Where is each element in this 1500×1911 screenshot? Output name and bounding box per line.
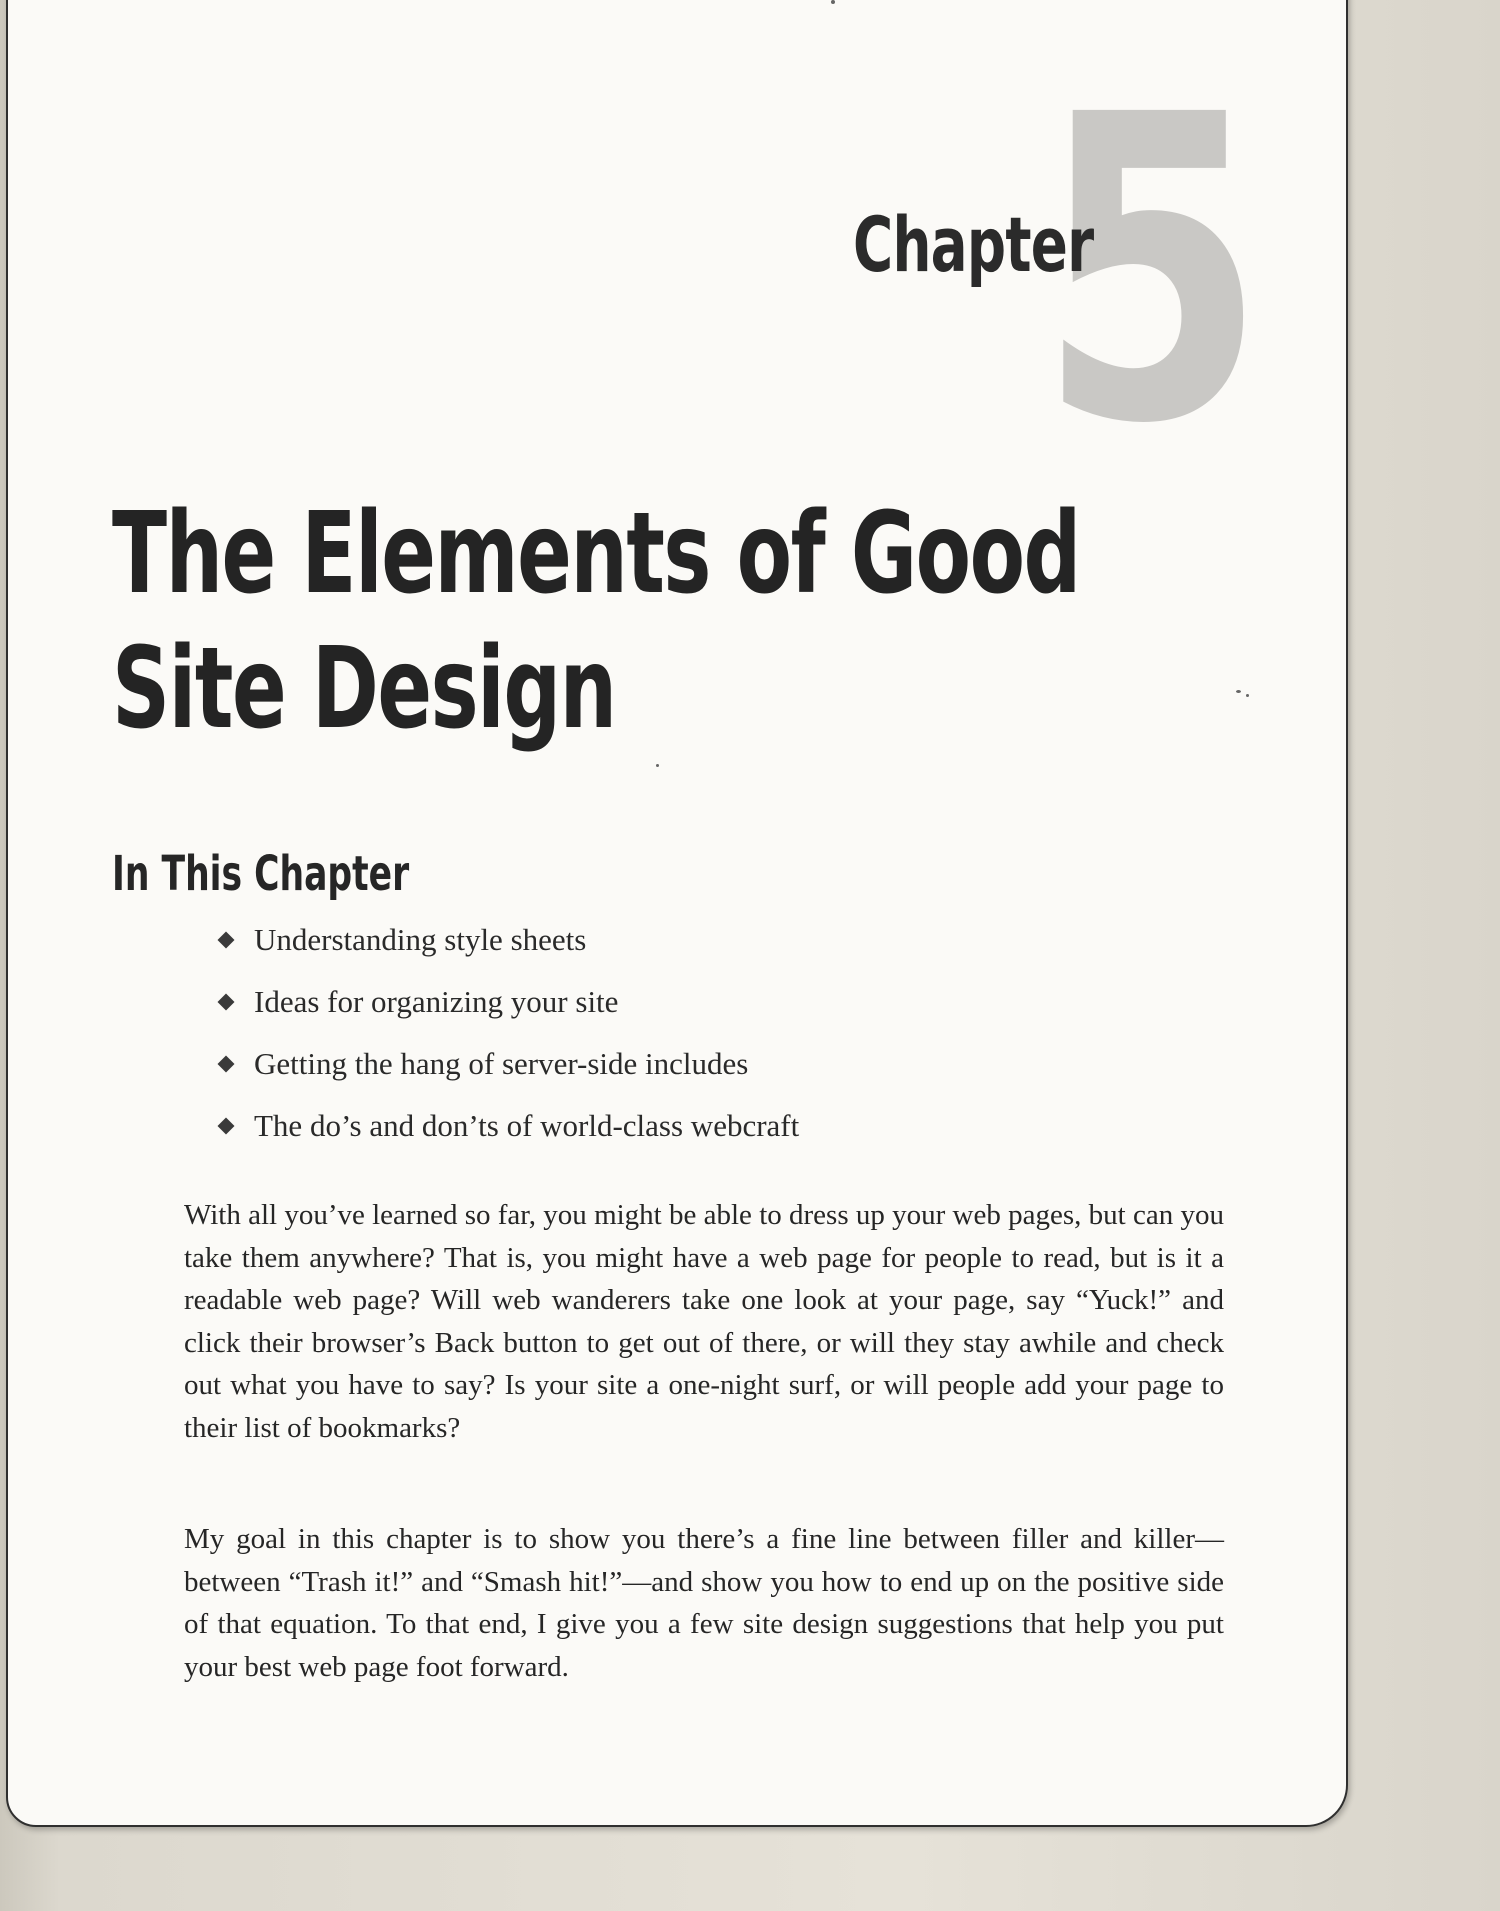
list-item-text: Understanding style sheets: [254, 922, 587, 957]
scan-speck: [656, 764, 659, 767]
scan-speck: [1236, 690, 1241, 693]
body-paragraph-2: My goal in this chapter is to show you there’s a fine line between filler and killer—between “Trash it!” and “Smash hit!”—and show you how to end up on the positive side of that equation. To that end, I give you a few site design suggestions that help you put your best web page foot forward.: [184, 1523, 1224, 1683]
chapter-number: 5: [1038, 27, 1259, 516]
chapter-topics-list: [220, 920, 799, 1168]
list-item: [220, 1106, 799, 1168]
scan-speck: [831, 0, 835, 4]
chapter-title-line-2: Site Design: [112, 624, 616, 754]
diamond-bullet-icon: [218, 993, 235, 1010]
chapter-title: [112, 487, 1080, 757]
body-paragraph-1: With all you’ve learned so far, you might be able to dress up your web pages, but can you take them anywhere? That is, you might have a web page for people to read, but is it a readable web page? Will web wanderers take one look at your page, say “Yuck!” and click their browser’s Back button to get out of there, or will they stay awhile and check out what you have to say? Is your site a one-night surf, or will people add your page to their list of bookmarks?: [184, 1199, 1224, 1444]
list-item-text: Getting the hang of server-side includes: [254, 1046, 749, 1081]
chapter-label: Chapter: [853, 200, 1094, 289]
diamond-bullet-icon: [218, 1117, 235, 1134]
book-page: [6, 0, 1348, 1827]
in-this-chapter-heading: In This Chapter: [112, 846, 410, 902]
list-item: [220, 982, 799, 1044]
scan-speck: [1246, 694, 1249, 697]
chapter-title-line-1: The Elements of Good: [112, 489, 1080, 619]
list-item: [220, 920, 799, 982]
list-item-text: The do’s and don’ts of world-class webcraft: [254, 1108, 800, 1143]
diamond-bullet-icon: [218, 1055, 235, 1072]
list-item: [220, 1044, 799, 1106]
list-item-text: Ideas for organizing your site: [254, 984, 619, 1019]
diamond-bullet-icon: [218, 931, 235, 948]
